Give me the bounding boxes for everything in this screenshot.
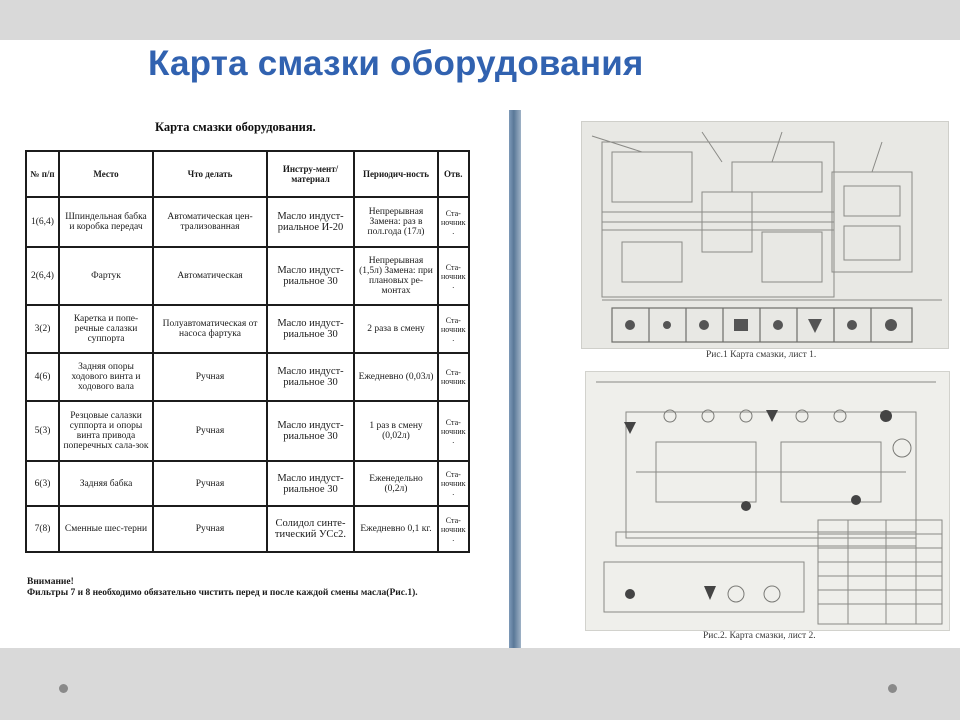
- attention-note: [27, 577, 418, 599]
- cell-period: Непрерывная (1,5л) Замена: при плановых ре-монтах: [354, 247, 438, 305]
- header-action: Что делать: [153, 151, 267, 197]
- figure-1-caption: Рис.1 Карта смазки, лист 1.: [706, 350, 817, 360]
- cell-period: Ежедневно 0,1 кг.: [354, 506, 438, 552]
- table-row: [26, 197, 469, 247]
- cell-action: Ручная: [153, 506, 267, 552]
- table-row: [26, 353, 469, 401]
- cell-place: Резцовые салазки суппорта и опоры винта привода поперечных сала-зок: [59, 401, 153, 461]
- cell-period: Непрерывная Замена: раз в пол.года (17л): [354, 197, 438, 247]
- cell-tool: Масло индуст-риальное 30: [267, 305, 354, 353]
- cell-period: 1 раз в смену (0,02л): [354, 401, 438, 461]
- cell-period: 2 раза в смену: [354, 305, 438, 353]
- cell-place: Фартук: [59, 247, 153, 305]
- cell-place: Задняя бабка: [59, 461, 153, 506]
- cell-responsible: Ста-ночник .: [438, 305, 469, 353]
- header-tool: Инстру-мент/материал: [267, 151, 354, 197]
- cell-action: Автоматическая цен-трализованная: [153, 197, 267, 247]
- cell-tool: Солидол синте-тический УСс2.: [267, 506, 354, 552]
- table-row: [26, 247, 469, 305]
- header-number: № п/п: [26, 151, 59, 197]
- lathe-drawing-2: [586, 372, 949, 630]
- table-header-row: [26, 151, 469, 197]
- cell-number: 6(3): [26, 461, 59, 506]
- cell-tool: Масло индуст-риальное 30: [267, 247, 354, 305]
- cell-tool: Масло индуст-риальное И-20: [267, 197, 354, 247]
- table-row: [26, 305, 469, 353]
- cell-responsible: Ста-ночник .: [438, 247, 469, 305]
- top-frame: [0, 0, 960, 40]
- cell-responsible: Ста-ночник .: [438, 461, 469, 506]
- cell-action: Ручная: [153, 461, 267, 506]
- cell-action: Ручная: [153, 353, 267, 401]
- cell-tool: Масло индуст-риальное 30: [267, 353, 354, 401]
- table-row: [26, 461, 469, 506]
- cell-number: 4(6): [26, 353, 59, 401]
- lubrication-diagram-sheet-2: [585, 371, 950, 631]
- lathe-drawing-1: [582, 122, 948, 348]
- cell-place: Задняя опоры ходового винта и ходового вала: [59, 353, 153, 401]
- header-period: Периодич-ность: [354, 151, 438, 197]
- cell-period: Еженедельно (0,2л): [354, 461, 438, 506]
- cell-responsible: Ста-ночник .: [438, 197, 469, 247]
- cell-action: Ручная: [153, 401, 267, 461]
- lubrication-diagram-sheet-1: [581, 121, 949, 349]
- table-row: [26, 506, 469, 552]
- bullet-dot-right: [888, 684, 897, 693]
- cell-number: 2(6,4): [26, 247, 59, 305]
- slide-title: Карта смазки оборудования: [148, 44, 644, 83]
- cell-place: Каретка и попе-речные салазки суппорта: [59, 305, 153, 353]
- note-text: Фильтры 7 и 8 необходимо обязательно чистить перед и после каждой смены масла(Рис.1).: [27, 588, 418, 598]
- bottom-frame: [0, 648, 960, 720]
- cell-place: Шпиндельная бабка и коробка передач: [59, 197, 153, 247]
- table-row: [26, 401, 469, 461]
- cell-number: 3(2): [26, 305, 59, 353]
- bullet-dot-left: [59, 684, 68, 693]
- cell-responsible: Ста-ночник .: [438, 506, 469, 552]
- cell-number: 7(8): [26, 506, 59, 552]
- figure-2-caption: Рис.2. Карта смазки, лист 2.: [703, 631, 816, 641]
- cell-period: Ежедневно (0,03л): [354, 353, 438, 401]
- cell-number: 1(6,4): [26, 197, 59, 247]
- header-responsible: Отв.: [438, 151, 469, 197]
- cell-tool: Масло индуст-риальное 30: [267, 401, 354, 461]
- cell-responsible: Ста-ночник .: [438, 401, 469, 461]
- cell-number: 5(3): [26, 401, 59, 461]
- cell-responsible: Ста-ночник: [438, 353, 469, 401]
- document-title: Карта смазки оборудования.: [155, 120, 316, 134]
- cell-tool: Масло индуст-риальное 30: [267, 461, 354, 506]
- slide-divider: [509, 110, 521, 648]
- header-place: Место: [59, 151, 153, 197]
- note-heading: Внимание!: [27, 577, 74, 587]
- cell-action: Автоматическая: [153, 247, 267, 305]
- lubrication-table: [25, 150, 470, 553]
- cell-place: Сменные шес-терни: [59, 506, 153, 552]
- cell-action: Полуавтоматическая от насоса фартука: [153, 305, 267, 353]
